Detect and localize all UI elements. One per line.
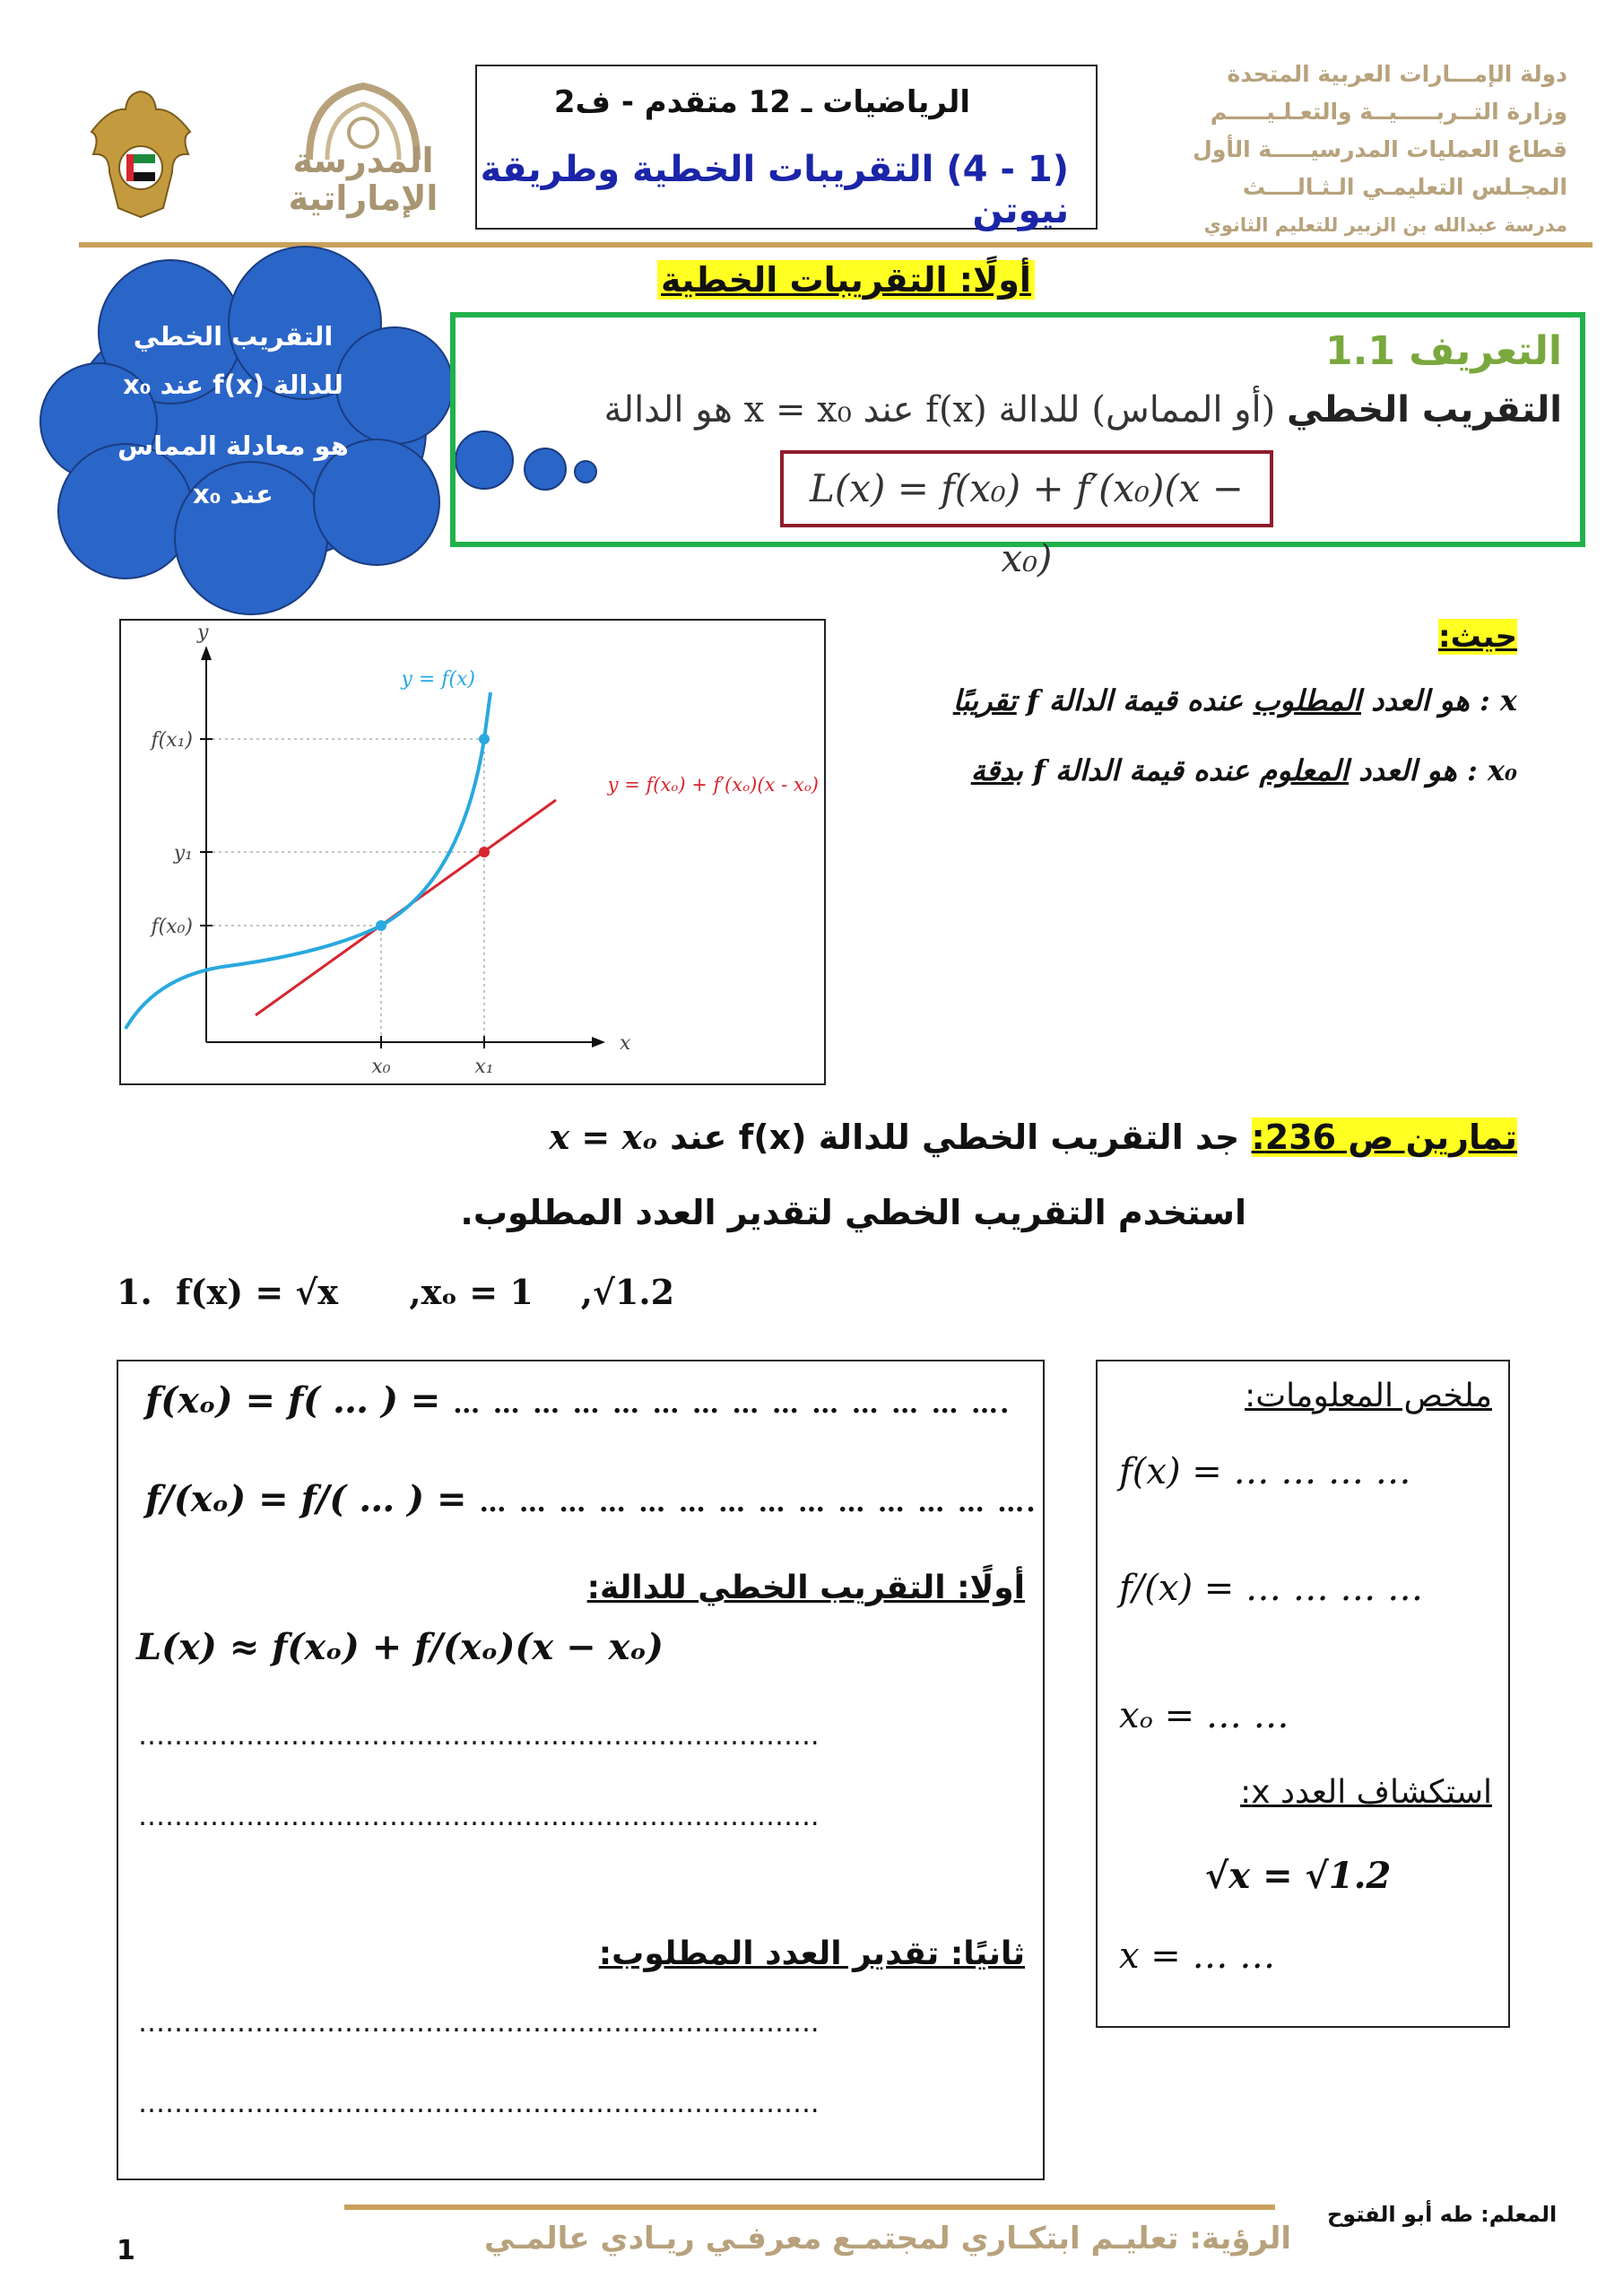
work-heading-2: ثانيًا: تقدير العدد المطلوب: <box>598 1935 1025 1972</box>
summary-equation: √x = √1.2 <box>1205 1855 1392 1897</box>
summary-x0: xₒ = … … <box>1119 1695 1289 1736</box>
answer-line: …………………………………………………………………. <box>138 2088 820 2119</box>
summary-fx: f(x) = … … … … <box>1119 1451 1411 1492</box>
ministry-line: قطاع العمليات المدرسيـــــة الأول <box>1193 136 1567 162</box>
tick-x1: x₁ <box>474 1056 494 1078</box>
ministry-line: دولة الإمـــارات العربية المتحدة <box>1227 61 1567 87</box>
teacher-name: المعلم: طه أبو الفتوح <box>1327 2202 1558 2227</box>
subject-line: الرياضيات ـ 12 متقدم - ف2 <box>553 84 970 120</box>
point-x0 <box>376 920 386 931</box>
title-box <box>475 65 1098 230</box>
cloud-line: التقريب الخطي <box>133 321 334 352</box>
note-cloud <box>36 242 457 619</box>
definition-box <box>450 312 1585 580</box>
work-formula: L(x) ≈ f(xₒ) + f/(xₒ)(x − xₒ) <box>136 1626 664 1668</box>
definition-bold: التقريب الخطي <box>1286 389 1562 430</box>
curve-label: y = f(x) <box>401 668 475 691</box>
definition-text <box>603 389 1562 430</box>
where-heading: حيث: <box>1438 619 1517 655</box>
summary-discover: استكشاف العدد x: <box>1240 1774 1492 1811</box>
where-line-x0: x₀ : هو العدد المعلوم عنده قيمة الدالة f بدقة <box>970 753 1517 787</box>
cloud-line: هو معادلة المماس <box>117 430 349 461</box>
answer-line: …………………………………………………………………. <box>138 1720 820 1752</box>
falcon-emblem-icon <box>82 83 199 226</box>
tick-x0: x₀ <box>371 1056 391 1078</box>
cloud-line: للدالة f(x) عند x₀ <box>123 370 343 400</box>
x-axis-arrow-icon <box>592 1037 605 1048</box>
uae-emblem <box>82 83 199 226</box>
lesson-title: (1 - 4) التقريبات الخطية وطريقة نيوتن <box>480 149 1069 231</box>
ministry-line: المجـلس التعليمـي الـثـالــــث <box>1242 174 1567 200</box>
x-axis-label: x <box>620 1032 631 1055</box>
exercises-heading <box>549 1117 1517 1157</box>
exercises-label: تمارين ص 236: <box>1251 1118 1517 1157</box>
work-row-fx0: f(xₒ) = f( … ) = … … … … … … … … … … … … … …. <box>145 1379 1011 1422</box>
tick-y1: y₁ <box>173 842 193 865</box>
vision-statement: الرؤية: تعليـم ابتكـاري لمجتمـع معرفـي ريـادي عالمـي <box>484 2221 1292 2257</box>
definition-formula: L(x) = f(x₀) + f′(x₀)(x − x₀) <box>780 450 1273 527</box>
cloud-line: عند x₀ <box>193 479 273 509</box>
definition-rest: (أو المماس) للدالة f(x) عند x = x₀ هو الدالة <box>603 389 1276 430</box>
school-logo <box>260 79 466 231</box>
summary-fpx: f/(x) = … … … … <box>1119 1568 1424 1609</box>
question-1: 1. f(x) = √x ,xₒ = 1 ,√1.2 <box>117 1272 675 1312</box>
y-axis-label: y <box>197 622 209 644</box>
linear-approximation-graph <box>119 619 826 1085</box>
ministry-line: مدرسة عبدالله بن الزبير للتعليم الثانوي <box>1203 214 1567 236</box>
answer-line: …………………………………………………………………. <box>138 2007 820 2039</box>
tangent-label: y = f(xₒ) + f′(xₒ)(x - xₒ) <box>607 774 819 796</box>
school-logo-text: المدرسة الإماراتية <box>288 141 438 218</box>
cloud-text <box>90 312 377 518</box>
point-fx1 <box>479 734 490 744</box>
graph-svg <box>121 621 824 1083</box>
work-heading-1: أولًا: التقريب الخطي للدالة: <box>586 1570 1025 1606</box>
work-row-fpx0: f/(xₒ) = f/( … ) = … … … … … … … … … … … … … …. <box>145 1478 1037 1520</box>
where-line-x: x : هو العدد المطلوب عنده قيمة الدالة f تقريبًا <box>952 683 1517 718</box>
y-axis-arrow-icon <box>201 646 212 660</box>
footer-divider <box>344 2205 1275 2210</box>
tick-fx1: f(x₁) <box>151 729 193 752</box>
work-box <box>117 1360 1045 2180</box>
summary-title: ملخص المعلومات: <box>1245 1378 1492 1414</box>
summary-x: x = … … <box>1119 1935 1276 1977</box>
definition-title: التعريف 1.1 <box>1325 328 1562 374</box>
exercises-instruction: جد التقريب الخطي للدالة f(x) عند <box>657 1118 1252 1157</box>
tick-fx0: f(x₀) <box>151 916 193 938</box>
ministry-header <box>1065 56 1567 244</box>
summary-box <box>1096 1360 1510 2028</box>
section1-heading: أولًا: التقريبات الخطية <box>657 260 1035 300</box>
answer-line: …………………………………………………………………. <box>138 1801 820 1832</box>
exercises-instruction-2: استخدم التقريب الخطي لتقدير العدد المطلوب. <box>460 1193 1246 1232</box>
ministry-line: وزارة التــربـــــيــة والتعـلـيـــــم <box>1210 99 1567 125</box>
exercises-math: x = xₒ <box>549 1117 658 1157</box>
page-number: 1 <box>117 2235 135 2266</box>
point-y1 <box>479 847 490 857</box>
